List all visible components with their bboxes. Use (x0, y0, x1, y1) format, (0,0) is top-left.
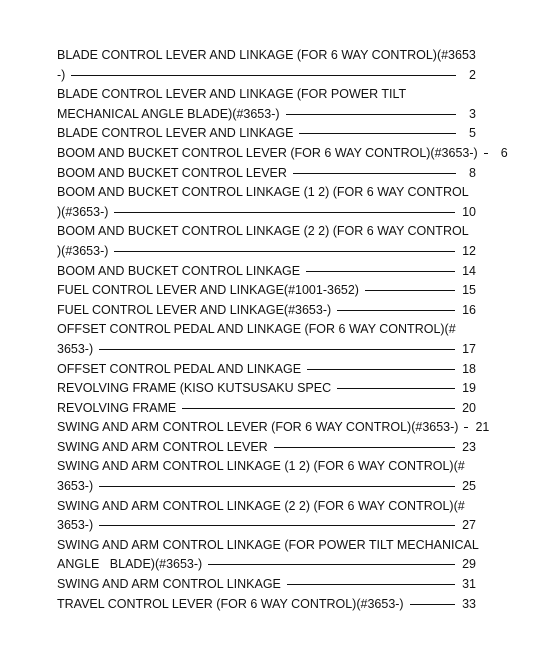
toc-page-number: 6 (500, 145, 508, 160)
dot-leader (293, 173, 456, 174)
toc-entry-title: BOOM AND BUCKET CONTROL LINKAGE (57, 263, 301, 278)
table-of-contents (57, 46, 508, 614)
toc-entry-title: BOOM AND BUCKET CONTROL LINKAGE (1 2) (FOR 6 WAY CONTROL (57, 185, 469, 200)
toc-entry-title: ANGLE BLADE)(#3653-) (57, 557, 203, 572)
toc-entry-line (57, 320, 476, 340)
toc-entry-line (57, 105, 476, 125)
toc-entry-line (57, 418, 490, 438)
toc-entry-title: SWING AND ARM CONTROL LINKAGE (1 2) (FOR 6 WAY CONTROL)(# (57, 459, 465, 474)
toc-entry-title: BLADE CONTROL LEVER AND LINKAGE (FOR 6 WAY CONTROL)(#3653 (57, 48, 476, 62)
dot-leader (99, 486, 455, 487)
toc-page-number: 25 (462, 479, 476, 494)
toc-entry[interactable] (57, 262, 476, 282)
toc-entry-title: FUEL CONTROL LEVER AND LINKAGE(#1001-3652) (57, 283, 359, 298)
toc-entry-title: REVOLVING FRAME (KISO KUTSUSAKU SPEC (57, 381, 332, 396)
toc-entry-title: TRAVEL CONTROL LEVER (FOR 6 WAY CONTROL)(#3653-) (57, 596, 404, 611)
toc-page-number: 10 (462, 204, 476, 219)
toc-entry-line (57, 281, 476, 301)
toc-page-number: 5 (469, 126, 476, 141)
dot-leader (114, 251, 455, 252)
dot-leader (208, 564, 455, 565)
toc-page-number: 3 (469, 106, 476, 121)
toc-entry-line (57, 457, 476, 477)
toc-entry[interactable] (57, 497, 476, 536)
toc-entry-line (57, 301, 476, 321)
toc-page-number: 27 (462, 518, 476, 533)
toc-entry-line (57, 360, 476, 380)
toc-entry-line (57, 262, 476, 282)
toc-entry[interactable] (57, 438, 476, 458)
dot-leader (114, 212, 455, 213)
toc-page-number: 33 (462, 596, 476, 611)
toc-entry-title: )(#3653-) (57, 204, 109, 219)
toc-entry-title: FUEL CONTROL LEVER AND LINKAGE(#3653-) (57, 302, 332, 317)
toc-entry-line (57, 66, 476, 86)
toc-entry[interactable] (57, 418, 490, 438)
toc-entry-title: 3653-) (57, 479, 94, 494)
toc-entry-title: BOOM AND BUCKET CONTROL LINKAGE (2 2) (FOR 6 WAY CONTROL (57, 224, 469, 239)
toc-entry-line (57, 124, 476, 144)
toc-entry-title: -) (57, 67, 66, 82)
toc-entry-line (57, 536, 479, 556)
toc-entry[interactable] (57, 320, 476, 359)
dot-leader (299, 133, 456, 134)
toc-entry[interactable] (57, 575, 476, 595)
dot-leader (182, 408, 455, 409)
toc-entry-line (57, 516, 476, 536)
toc-entry[interactable] (57, 46, 476, 85)
toc-entry-title: MECHANICAL ANGLE BLADE)(#3653-) (57, 106, 280, 121)
toc-page-number: 16 (462, 302, 476, 317)
toc-entry-title: 3653-) (57, 518, 94, 533)
toc-entry[interactable] (57, 164, 476, 184)
toc-entry-title: BOOM AND BUCKET CONTROL LEVER (FOR 6 WAY CONTROL)(#3653-) (57, 145, 478, 160)
dot-leader (464, 427, 468, 428)
toc-entry[interactable] (57, 222, 476, 261)
dot-leader (337, 388, 455, 389)
dot-leader (365, 290, 455, 291)
toc-entry-line (57, 497, 476, 517)
toc-page-number: 31 (462, 577, 476, 592)
toc-entry-title: SWING AND ARM CONTROL LINKAGE (2 2) (FOR 6 WAY CONTROL)(# (57, 498, 465, 513)
toc-page-number: 12 (462, 243, 476, 258)
toc-entry-line (57, 340, 476, 360)
toc-page-number: 18 (462, 361, 476, 376)
toc-entry[interactable] (57, 595, 476, 615)
toc-entry[interactable] (57, 399, 476, 419)
toc-entry-title: SWING AND ARM CONTROL LINKAGE (FOR POWER TILT MECHANICAL (57, 537, 479, 552)
toc-entry-line (57, 144, 508, 164)
toc-entry-line (57, 555, 476, 575)
toc-entry[interactable] (57, 301, 476, 321)
toc-entry-title: BOOM AND BUCKET CONTROL LEVER (57, 165, 287, 180)
toc-entry-line (57, 242, 476, 262)
dot-leader (274, 447, 455, 448)
dot-leader (287, 584, 455, 585)
toc-entry-line (57, 399, 476, 419)
toc-entry-title: SWING AND ARM CONTROL LEVER (FOR 6 WAY CONTROL)(#3653-) (57, 420, 459, 435)
toc-page-number: 29 (462, 557, 476, 572)
dot-leader (71, 75, 456, 76)
toc-entry-title: SWING AND ARM CONTROL LINKAGE (57, 577, 281, 592)
toc-entry-line (57, 595, 476, 615)
toc-page-number: 19 (462, 381, 476, 396)
toc-page-number: 21 (475, 420, 490, 435)
toc-entry-line (57, 379, 476, 399)
toc-entry[interactable] (57, 379, 476, 399)
dot-leader (410, 604, 455, 605)
toc-entry-line (57, 85, 476, 105)
toc-page-number: 17 (462, 341, 476, 356)
dot-leader (286, 114, 456, 115)
toc-entry[interactable] (57, 457, 476, 496)
toc-entry[interactable] (57, 124, 476, 144)
dot-leader (484, 153, 488, 154)
toc-entry-line (57, 164, 476, 184)
dot-leader (337, 310, 455, 311)
dot-leader (99, 525, 455, 526)
dot-leader (306, 271, 455, 272)
toc-entry-title: OFFSET CONTROL PEDAL AND LINKAGE (57, 361, 302, 376)
toc-page-number: 8 (469, 165, 476, 180)
toc-entry-title: SWING AND ARM CONTROL LEVER (57, 439, 268, 454)
toc-entry[interactable] (57, 536, 479, 575)
toc-page-number: 20 (462, 400, 476, 415)
toc-page-number: 2 (469, 67, 476, 82)
toc-entry-line (57, 183, 476, 203)
toc-entry-title: OFFSET CONTROL PEDAL AND LINKAGE (FOR 6 WAY CONTROL)(# (57, 322, 456, 337)
toc-entry[interactable] (57, 360, 476, 380)
toc-entry-title: )(#3653-) (57, 243, 109, 258)
toc-entry-line (57, 222, 476, 242)
dot-leader (307, 369, 455, 370)
toc-entry[interactable] (57, 144, 508, 164)
toc-entry-line (57, 575, 476, 595)
toc-entry-title: 3653-) (57, 341, 94, 356)
toc-entry[interactable] (57, 281, 476, 301)
toc-entry-line (57, 203, 476, 223)
toc-page-number: 14 (462, 263, 476, 278)
dot-leader (99, 349, 455, 350)
toc-entry[interactable] (57, 85, 476, 124)
toc-page-number: 23 (462, 439, 476, 454)
toc-entry-title: BLADE CONTROL LEVER AND LINKAGE (57, 126, 294, 141)
toc-entry-line (57, 438, 476, 458)
toc-entry[interactable] (57, 183, 476, 222)
toc-entry-line (57, 46, 476, 66)
toc-entry-line (57, 477, 476, 497)
toc-page-number: 15 (462, 283, 476, 298)
toc-entry-title: BLADE CONTROL LEVER AND LINKAGE (FOR POWER TILT (57, 87, 407, 102)
toc-entry-title: REVOLVING FRAME (57, 400, 177, 415)
